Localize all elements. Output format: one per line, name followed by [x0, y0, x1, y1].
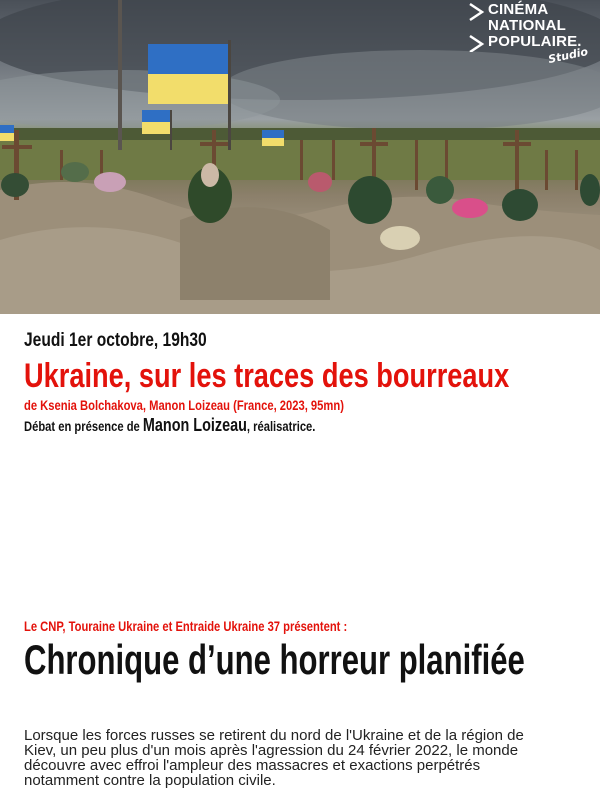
presenters-line: Le CNP, Touraine Ukraine et Entraide Ukraine 37 présentent :: [24, 618, 348, 634]
body-text: Lorsque les forces russes se retirent du nord de l'Ukraine et de la région de Kiev, un peu plus d'un mois après l'agression du 24 février 2022, le monde découvre avec effroi l'ampleur des massacres et exactions perpétrés notamment contre la population civile.: [24, 727, 524, 789]
logo-line-1: CINÉMA: [488, 1, 549, 18]
utility-pole: [118, 0, 122, 150]
headline: Chronique d’une horreur planifiée: [24, 636, 525, 683]
film-credits: de Ksenia Bolchakova, Manon Loizeau (France, 2023, 95mn): [24, 397, 344, 413]
logo-studio: Studio: [547, 44, 590, 67]
logo-line-2: NATIONAL: [488, 17, 566, 34]
logo-line-3: POPULAIRE.: [488, 33, 582, 50]
cinema-logo: [468, 2, 598, 66]
event-date: Jeudi 1er octobre, 19h30: [24, 330, 207, 351]
debate-guest: Manon Loizeau: [142, 415, 247, 435]
logo-chevron-icon: [468, 2, 488, 52]
hero-photo: [0, 0, 600, 314]
debate-line: [24, 415, 472, 436]
debate-suffix: , réalisatrice.: [246, 418, 316, 434]
film-title: Ukraine, sur les traces des bourreaux: [24, 357, 510, 395]
debate-prefix: Débat en présence de: [24, 418, 143, 434]
event-block: [24, 330, 584, 436]
